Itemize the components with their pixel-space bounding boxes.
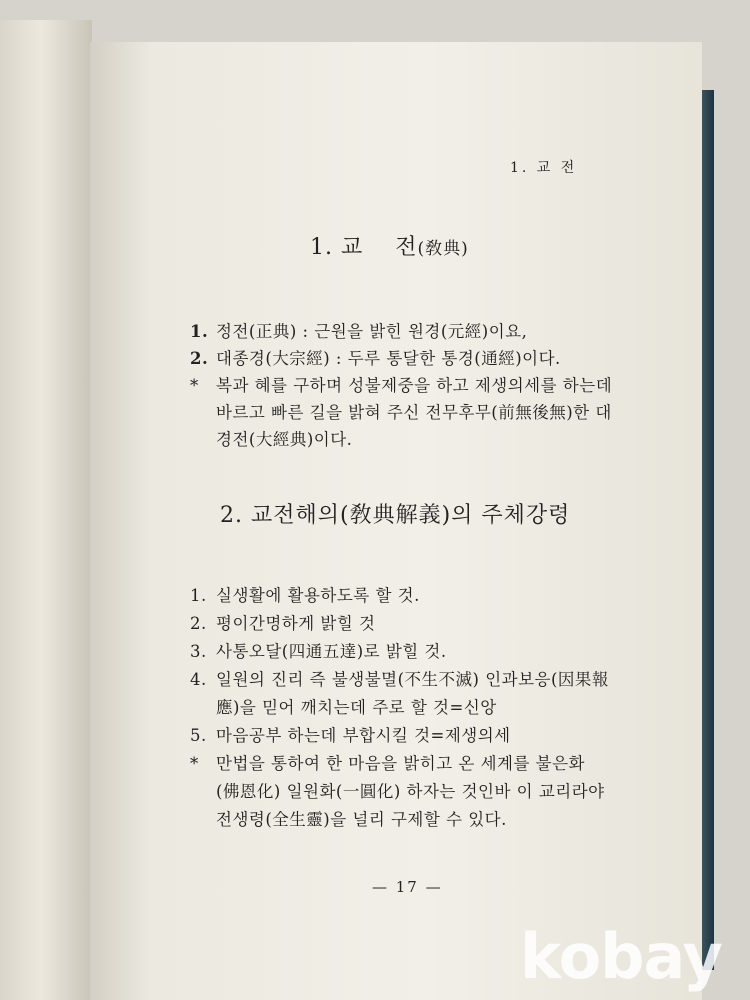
left-page-edge bbox=[0, 20, 92, 1000]
section1-title bbox=[310, 230, 469, 261]
item-text: 일원의 진리 즉 불생불멸(不生不滅) 인과보응(因果報 bbox=[216, 670, 609, 689]
running-head: 1. 교 전 bbox=[510, 160, 578, 176]
section2-note-line-3: 전생령(全生靈)을 널리 구제할 수 있다. bbox=[216, 810, 507, 829]
page-number: — 17 — bbox=[372, 878, 443, 896]
section1-item-2 bbox=[190, 345, 561, 369]
section1-title-hanja: (敎典) bbox=[417, 239, 469, 259]
book-page bbox=[90, 42, 702, 1000]
item-number: 1. bbox=[190, 322, 209, 341]
section1-note-line-2: 바르고 빠른 길을 밝혀 주신 전무후무(前無後無)한 대 bbox=[216, 403, 612, 422]
item-number: 4. bbox=[190, 670, 207, 689]
section2-item-4-line-2: 應)을 믿어 깨치는데 주로 할 것=신앙 bbox=[216, 698, 497, 717]
section1-item-1 bbox=[190, 318, 527, 342]
item-text: 실생활에 활용하도록 할 것. bbox=[216, 586, 420, 605]
kobay-watermark: kobay bbox=[520, 920, 722, 993]
section2-item-2 bbox=[190, 610, 375, 634]
note-text: 만법을 통하여 한 마음을 밝히고 온 세계를 불은화 bbox=[216, 754, 585, 773]
item-number: 1. bbox=[190, 586, 207, 605]
note-mark: * bbox=[190, 754, 199, 773]
section2-item-4 bbox=[190, 666, 609, 690]
item-number: 3. bbox=[190, 642, 207, 661]
section2-item-1 bbox=[190, 582, 420, 606]
section2-note-line-2: (佛恩化) 일원화(一圓化) 하자는 것인바 이 교리라야 bbox=[216, 782, 605, 801]
section1-note-line-3: 경전(大經典)이다. bbox=[216, 430, 353, 449]
item-text: 사통오달(四通五達)로 밝힐 것. bbox=[216, 642, 447, 661]
item-text: 정전(正典) : 근원을 밝힌 원경(元經)이요, bbox=[216, 322, 528, 341]
item-text: 대종경(大宗經) : 두루 통달한 통경(通經)이다. bbox=[216, 349, 561, 368]
section1-note-line-1 bbox=[190, 372, 612, 396]
item-text: 마음공부 하는데 부합시킬 것=제생의세 bbox=[216, 726, 511, 745]
note-text: 복과 혜를 구하며 성불제중을 하고 제생의세를 하는데 bbox=[216, 376, 613, 395]
item-number: 5. bbox=[190, 726, 207, 745]
note-mark: * bbox=[190, 376, 199, 395]
section2-item-5 bbox=[190, 722, 511, 746]
section2-title: 2. 교전해의(敎典解義)의 주체강령 bbox=[220, 503, 571, 528]
item-number: 2. bbox=[190, 349, 209, 368]
section2-item-3 bbox=[190, 638, 447, 662]
section1-title-ko: 1. 교 전 bbox=[310, 235, 418, 260]
item-number: 2. bbox=[190, 614, 207, 633]
item-text: 평이간명하게 밝힐 것 bbox=[216, 614, 376, 633]
section2-note-line-1 bbox=[190, 750, 585, 774]
book-cover-edge bbox=[700, 90, 714, 970]
